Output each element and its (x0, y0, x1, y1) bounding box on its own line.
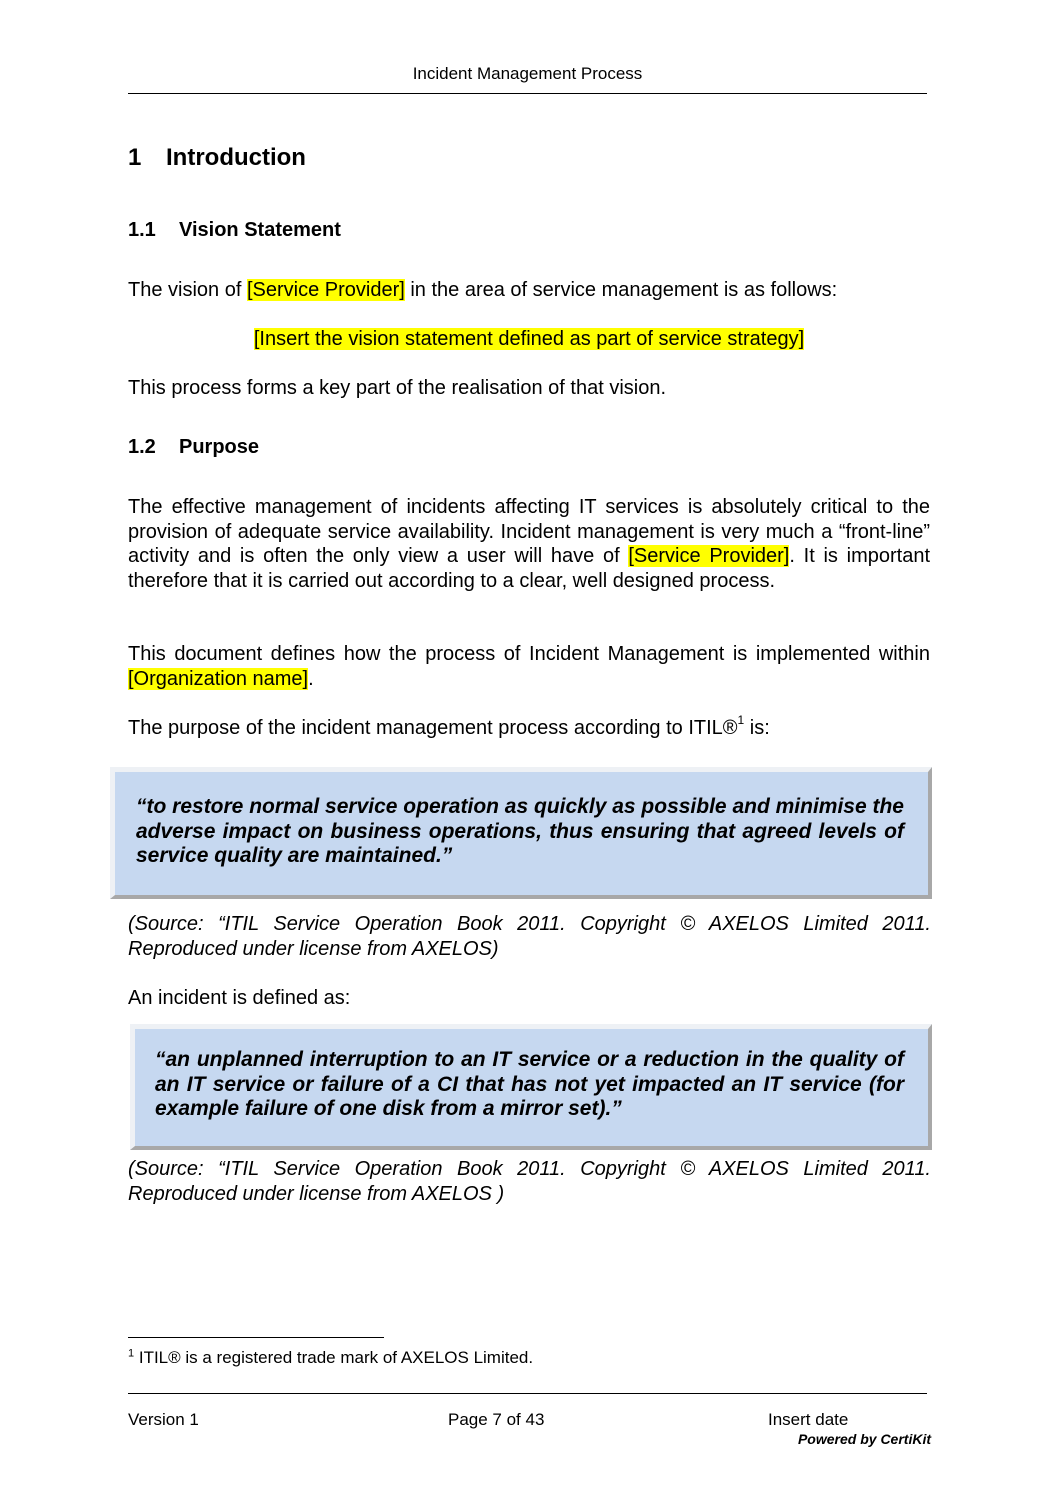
footer-date: Insert date (768, 1410, 849, 1429)
footnote-text: ITIL® is a registered trade mark of AXELOS Limited. (134, 1348, 534, 1367)
footnote-number: 1 (128, 1347, 135, 1360)
footer-powered-by: Powered by CertiKit (797, 1431, 931, 1447)
text-run: . (308, 667, 314, 690)
subsection-heading-purpose (128, 434, 259, 460)
source-citation-1: (Source: “ITIL Service Operation Book 2011. Copyright © AXELOS Limited 2011. Reproduced under license from AXELOS) (128, 913, 931, 960)
purpose-paragraph-3 (128, 713, 930, 741)
section-heading-introduction (128, 143, 306, 173)
vision-statement-placeholder (128, 327, 930, 351)
text-run: The vision of (128, 279, 247, 301)
text-run: The effective management of incidents affecting IT services is absolutely critical to the provision of adequate service availability. Incident management is very much a “front-line” activity and is often the only view a user will have of (128, 496, 930, 567)
subsection-number: 1.1 (128, 219, 156, 241)
footer-version: Version 1 (128, 1410, 199, 1429)
purpose-paragraph-1 (128, 495, 930, 593)
organization-name-placeholder: [Organization name] (128, 667, 309, 690)
quote-purpose-text: “to restore normal service operation as quickly as possible and minimise the adverse impact on business operations, thus ensuring that agreed levels of service quality are maintained.” (136, 795, 904, 867)
purpose-paragraph-2 (128, 642, 930, 691)
vision-placeholder-text: [Insert the vision statement defined as part of service strategy] (253, 328, 805, 350)
text-run: . It is important therefore that it is carried out according to a clear, well designed process. (128, 545, 931, 592)
section-number: 1 (128, 144, 142, 171)
footnote-reference[interactable]: 1 (737, 713, 745, 728)
incident-definition-intro: An incident is defined as: (128, 987, 351, 1009)
service-provider-placeholder: [Service Provider] (246, 279, 405, 301)
service-provider-placeholder: [Service Provider] (628, 545, 790, 567)
running-header: Incident Management Process (412, 64, 643, 83)
header-rule (128, 93, 927, 94)
source-citation-2: (Source: “ITIL Service Operation Book 2011. Copyright © AXELOS Limited 2011. Reproduced under license from AXELOS ) (128, 1158, 931, 1205)
footnote-separator (128, 1337, 384, 1338)
footnote (128, 1347, 533, 1369)
subsection-title: Purpose (179, 436, 260, 458)
quote-incident-text: “an unplanned interruption to an IT service or a reduction in the quality of an IT service or failure of a CI that has not yet impacted an IT service (for example failure of one disk from a mirror set).” (155, 1048, 904, 1120)
subsection-title: Vision Statement (179, 219, 341, 241)
section-title: Introduction (166, 144, 306, 171)
text-run: is: (744, 717, 770, 739)
vision-closing-paragraph: This process forms a key part of the realisation of that vision. (128, 377, 667, 399)
subsection-number: 1.2 (128, 436, 156, 458)
text-run: This document defines how the process of Incident Management is implemented within (128, 643, 930, 665)
text-run: The purpose of the incident management process according to ITIL® (128, 717, 738, 739)
subsection-heading-vision (128, 217, 341, 243)
footer-rule (128, 1393, 927, 1394)
vision-intro-paragraph (128, 278, 930, 303)
footer-page-number: Page 7 of 43 (448, 1410, 545, 1429)
text-run: in the area of service management is as follows: (404, 279, 838, 301)
